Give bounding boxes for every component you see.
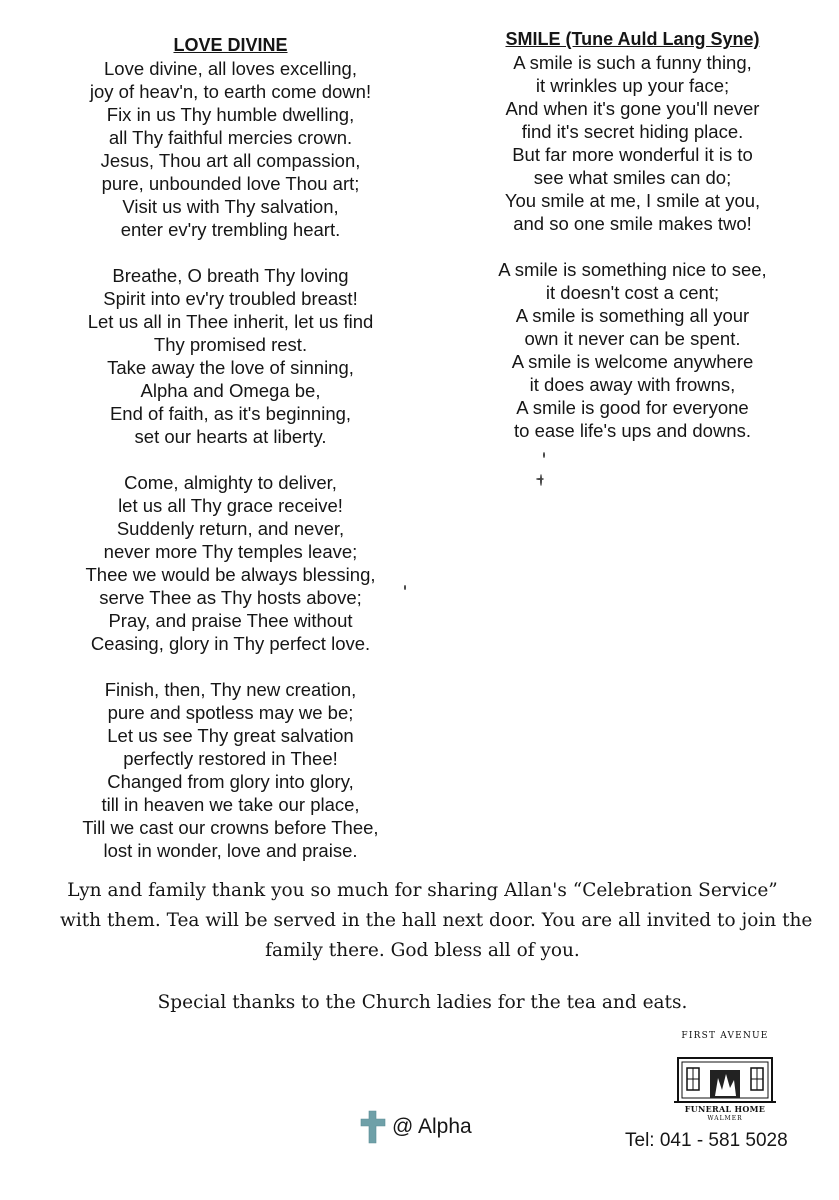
verse-line: You smile at me, I smile at you, bbox=[504, 190, 761, 211]
scan-speck bbox=[543, 452, 545, 458]
verse-line: it wrinkles up your face; bbox=[535, 75, 730, 96]
special-thanks: Special thanks to the Church ladies for the tea and eats. bbox=[157, 992, 688, 1013]
thanks-line-3: family there. God bless all of you. bbox=[265, 940, 580, 961]
verse-line: A smile is something nice to see, bbox=[498, 259, 767, 280]
cross-icon bbox=[360, 1110, 386, 1144]
verse-line: and so one smile makes two! bbox=[513, 213, 752, 234]
thanks-line-1: Lyn and family thank you so much for sharing Allan's “Celebration Service” bbox=[67, 880, 778, 901]
verse-line: Till we cast our crowns before Thee, bbox=[82, 817, 379, 838]
logo-name: FUNERAL HOME bbox=[684, 1104, 766, 1114]
logo-place: WALMER bbox=[707, 1115, 743, 1122]
verse-line: pure and spotless may we be; bbox=[107, 702, 354, 723]
funeral-home-logo bbox=[660, 1030, 790, 1122]
verse-line: Thee we would be always blessing, bbox=[85, 564, 376, 585]
scan-speck bbox=[540, 474, 542, 486]
verse-line: Love divine, all loves excelling, bbox=[104, 58, 357, 79]
stanza-3 bbox=[58, 471, 403, 655]
stanza-4 bbox=[58, 678, 403, 862]
alpha-text: @ Alpha bbox=[392, 1115, 472, 1138]
verse-line: let us all Thy grace receive! bbox=[118, 495, 343, 516]
stanza-1 bbox=[470, 51, 795, 235]
verse-line: lost in wonder, love and praise. bbox=[103, 840, 358, 861]
verse-line: set our hearts at liberty. bbox=[134, 426, 327, 447]
verse-line: till in heaven we take our place, bbox=[101, 794, 360, 815]
hymn-love-divine bbox=[58, 34, 403, 885]
verse-line: Changed from glory into glory, bbox=[107, 771, 354, 792]
verse-line: A smile is something all your bbox=[515, 305, 750, 326]
verse-line: pure, unbounded love Thou art; bbox=[101, 173, 360, 194]
verse-line: Visit us with Thy salvation, bbox=[122, 196, 339, 217]
verse-line: perfectly restored in Thee! bbox=[123, 748, 338, 769]
verse-line: Breathe, O breath Thy loving bbox=[112, 265, 349, 286]
verse-line: Suddenly return, and never, bbox=[116, 518, 345, 539]
verse-line: own it never can be spent. bbox=[524, 328, 741, 349]
verse-line: see what smiles can do; bbox=[533, 167, 732, 188]
stanza-1 bbox=[58, 57, 403, 241]
stanza-2 bbox=[470, 258, 795, 442]
verse-line: Finish, then, Thy new creation, bbox=[104, 679, 357, 700]
verse-line: all Thy faithful mercies crown. bbox=[108, 127, 353, 148]
verse-line: A smile is welcome anywhere bbox=[511, 351, 754, 372]
verse-line: it doesn't cost a cent; bbox=[545, 282, 720, 303]
verse-line: Come, almighty to deliver, bbox=[124, 472, 337, 493]
hymn-title: LOVE DIVINE bbox=[173, 35, 288, 55]
alpha-mark bbox=[360, 1110, 472, 1144]
verse-line: enter ev'ry trembling heart. bbox=[120, 219, 341, 240]
verse-line: Thy promised rest. bbox=[153, 334, 308, 355]
verse-line: Spirit into ev'ry troubled breast! bbox=[103, 288, 358, 309]
thank-you-message bbox=[60, 876, 813, 1018]
verse-line: Ceasing, glory in Thy perfect love. bbox=[90, 633, 371, 654]
hymn-title: SMILE (Tune Auld Lang Syne) bbox=[505, 29, 760, 49]
verse-line: Take away the love of sinning, bbox=[107, 357, 354, 378]
verse-line: Jesus, Thou art all compassion, bbox=[100, 150, 361, 171]
verse-line: joy of heav'n, to earth come down! bbox=[89, 81, 372, 102]
thanks-line-2: with them. Tea will be served in the hall next door. You are all invited to join the bbox=[60, 910, 813, 931]
verse-line: never more Thy temples leave; bbox=[103, 541, 358, 562]
verse-line: Let us all in Thee inherit, let us find bbox=[87, 311, 374, 332]
verse-line: find it's secret hiding place. bbox=[521, 121, 744, 142]
verse-line: serve Thee as Thy hosts above; bbox=[99, 587, 362, 608]
logo-arc-text: FIRST AVENUE bbox=[681, 1031, 769, 1041]
verse-line: A smile is good for everyone bbox=[516, 397, 749, 418]
verse-line: Fix in us Thy humble dwelling, bbox=[106, 104, 355, 125]
verse-line: Alpha and Omega be, bbox=[140, 380, 321, 401]
verse-line: Pray, and praise Thee without bbox=[108, 610, 353, 631]
verse-line: it does away with frowns, bbox=[529, 374, 736, 395]
stanza-2 bbox=[58, 264, 403, 448]
telephone-number: Tel: 041 - 581 5028 bbox=[625, 1130, 788, 1151]
scan-speck bbox=[404, 585, 406, 590]
verse-line: And when it's gone you'll never bbox=[505, 98, 760, 119]
verse-line: But far more wonderful it is to bbox=[512, 144, 753, 165]
verse-line: End of faith, as it's beginning, bbox=[109, 403, 352, 424]
verse-line: Let us see Thy great salvation bbox=[107, 725, 354, 746]
verse-line: to ease life's ups and downs. bbox=[514, 420, 751, 441]
verse-line: A smile is such a funny thing, bbox=[513, 52, 752, 73]
hymn-smile bbox=[470, 28, 795, 465]
